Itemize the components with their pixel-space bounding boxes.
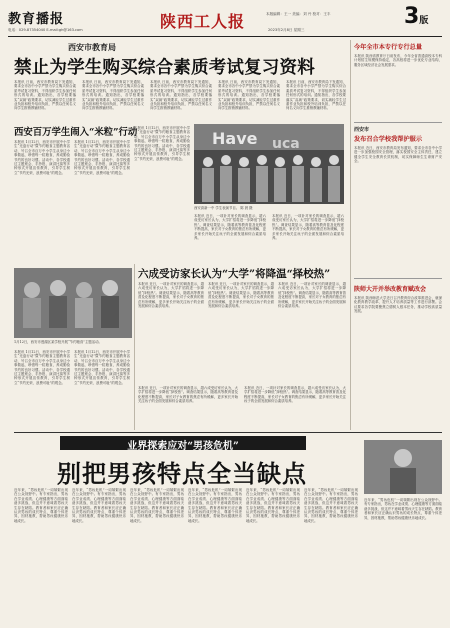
masthead-rule [8,36,442,37]
sidebar-headline-2: 发布召合学校我帮护服示 [354,136,423,143]
section-title: 教育播报 [8,12,65,27]
stage-performance-photo-icon [194,124,344,204]
sidebar-body-1: 本报讯 陕西省教育厅日前发布，今年全省普通高校本专科计划招生规模保持稳定，各高校将进一步优化专业结构，服务区域经济社会发展需求。 [354,54,442,67]
svg-text:Have: Have [212,129,258,148]
middle-article-headline: 六成受访家长认为“大学”将降温“择校热” [138,268,331,280]
people-photo-icon [14,268,132,338]
hotline-text: 电话：029-87354040 E-mail:gh@163.com [8,28,83,32]
bottom-article-headline: 别把男孩特点全当缺点 [57,459,307,488]
middle-filler-1: 本报讯 近日，一项针对家长的调查显示，超六成受访家长认为，大学扩招将进一步降低“择校热”。调查结果显示，随着高等教育普及化程度不断提高，家长对子女教育的焦虑有所缓解，更多家长开始关注孩子的全面发展和综合素质培养。 [194,214,266,241]
left-photo-caption: 1月12日，西安市莲湖区某学校开展“节约粮食”主题活动。 [14,340,102,344]
top-article-headline: 禁止为学生购买综合素质考试复习资料 [14,58,315,78]
top-article-body-columns: 本报讯 日前，西安市教育局下发通知，要求全市各中小学严禁为学生购买综合素质考试复习资料，不得组织学生参加任何形式的培训。通知指出，各学校要落实“双减”政策要求，切实减轻学生过重作业负担和校外培训负担，严禁以任何名义向学生推销教辅材料。 本报讯 日前，西安市教育局下发通知，要求全市各中小学严禁为学生购买综合素质考试复习资料，不得组织学生参加任何形式的培训。通知指出，各学校要落实“双减”政策要求，切实减轻学生过重作业负担和校外培训负担，严禁以任何名义向学生推销教辅材料。 本报讯 日前，西安市教育局下发通知，要求全市各中小学严禁为学生购买综合素质考试复习资料，不得组织学生参加任何形式的培训。通知指出，各学校要落实“双减”政策要求，切实减轻学生过重作业负担和校外培训负担，严禁以任何名义向学生推销教辅材料。 本报讯 日前，西安市教育局下发通知，要求全市各中小学严禁为学生购买综合素质考试复习资料，不得组织学生参加任何形式的培训。通知指出，各学校要落实“双减”政策要求，切实减轻学生过重作业负担和校外培训负担，严禁以任何名义向学生推销教辅材料。 本报讯 日前，西安市教育局下发通知，要求全市各中小学严禁为学生购买综合素质考试复习资料，不得组织学生参加任何形式的培训。通知指出，各学校要落实“双减”政策要求，切实减轻学生过重作业负担和校外培训负担，严禁以任何名义向学生推销教辅材料。 [14,80,346,118]
sidebar [354,40,442,440]
bottom-article-body: 近年来，“男孩危机”一词频繁出现在公众视野中。有专家指出，男孩在学业成绩、心理健康等方面面临诸多挑战，但这并不意味着男孩天生存在缺陷。教育者和家长应正确认识男孩的成长特点，尊重个体差异，因材施教，帮助男孩健康快乐地成长。 [14,488,68,523]
top-article-body: 本报讯 日前，西安市教育局下发通知，要求全市各中小学严禁为学生购买综合素质考试复习资料，不得组织学生参加任何形式的培训。通知指出，各学校要落实“双减”政策要求，切实减轻学生过重作业负担和校外培训负担，严禁以任何名义向学生推销教辅材料。 [14,80,76,111]
svg-text:uca: uca [272,136,300,152]
top-article-kicker: 西安市教育局 [68,42,116,52]
paper-name: 陕西工人报 [160,12,246,31]
editor-line: 本版编辑：王一 美编：刘 丹 校对：王丰 [266,12,331,16]
sidebar-body-3: 本报讯 陕西师范大学近日召开教育综合改革推进会，就深化教育教学改革、提升人才培养质量等工作进行部署。会议要求各学院要聚焦立德树人根本任务，推动学校高质量发展。 [354,296,442,314]
main-photo-caption: 西安高新一中 学生表演节目。 陈 晨 摄 [194,206,253,210]
main-photo [194,124,344,204]
boy-student-photo-icon [364,440,442,494]
sidebar-headline-3: 陕师大开并举改教育赋改会 [354,286,427,293]
column-rule [350,40,351,430]
left-article-body: 本报讯 1月12日，西安市开展中小学生“光盘行动”暨节约粮食主题教育活动，号召全市百万中小学生从身边小事做起，珍惜每一粒粮食，养成勤俭节约的良好习惯。活动中，各学校通过主题班会、手抄报、演讲比赛等多种形式开展宣传教育，引导学生树立“节约光荣、浪费可耻”的观念。 [14,140,70,175]
middle-article-body: 本报讯 近日，一项针对家长的调查显示，超六成受访家长认为，大学扩招将进一步降低“择校热”。调查结果显示，随着高等教育普及化程度不断提高，家长对子女教育的焦虑有所缓解，更多家长开始关注孩子的全面发展和综合素质培养。 [138,282,204,309]
bottom-photo [364,440,442,494]
sidebar-headline-1: 今年全市本专行专行总量 [354,44,423,51]
page-number: 3版 [404,4,429,29]
bottom-rule [14,432,442,433]
sidebar-kicker-2: 西安市 [354,127,370,133]
left-photo [14,268,132,338]
left-article-headline: 西安百万学生闹入“米粒”行动 [14,127,138,138]
masthead [8,6,442,36]
bottom-kicker-banner [60,436,306,450]
bottom-article-kicker: 业界探索应对“男孩危机” [127,441,239,452]
sidebar-body-2: 本报讯 近日，西安市教育局发布通知，要求全市各中小学进一步加强校园安全管理，落实校园安全主体责任，建立健全学生安全教育长效机制，切实保障师生生命财产安全。 [354,146,442,164]
date-text: 2023年2月8日 星期三 [268,28,305,32]
